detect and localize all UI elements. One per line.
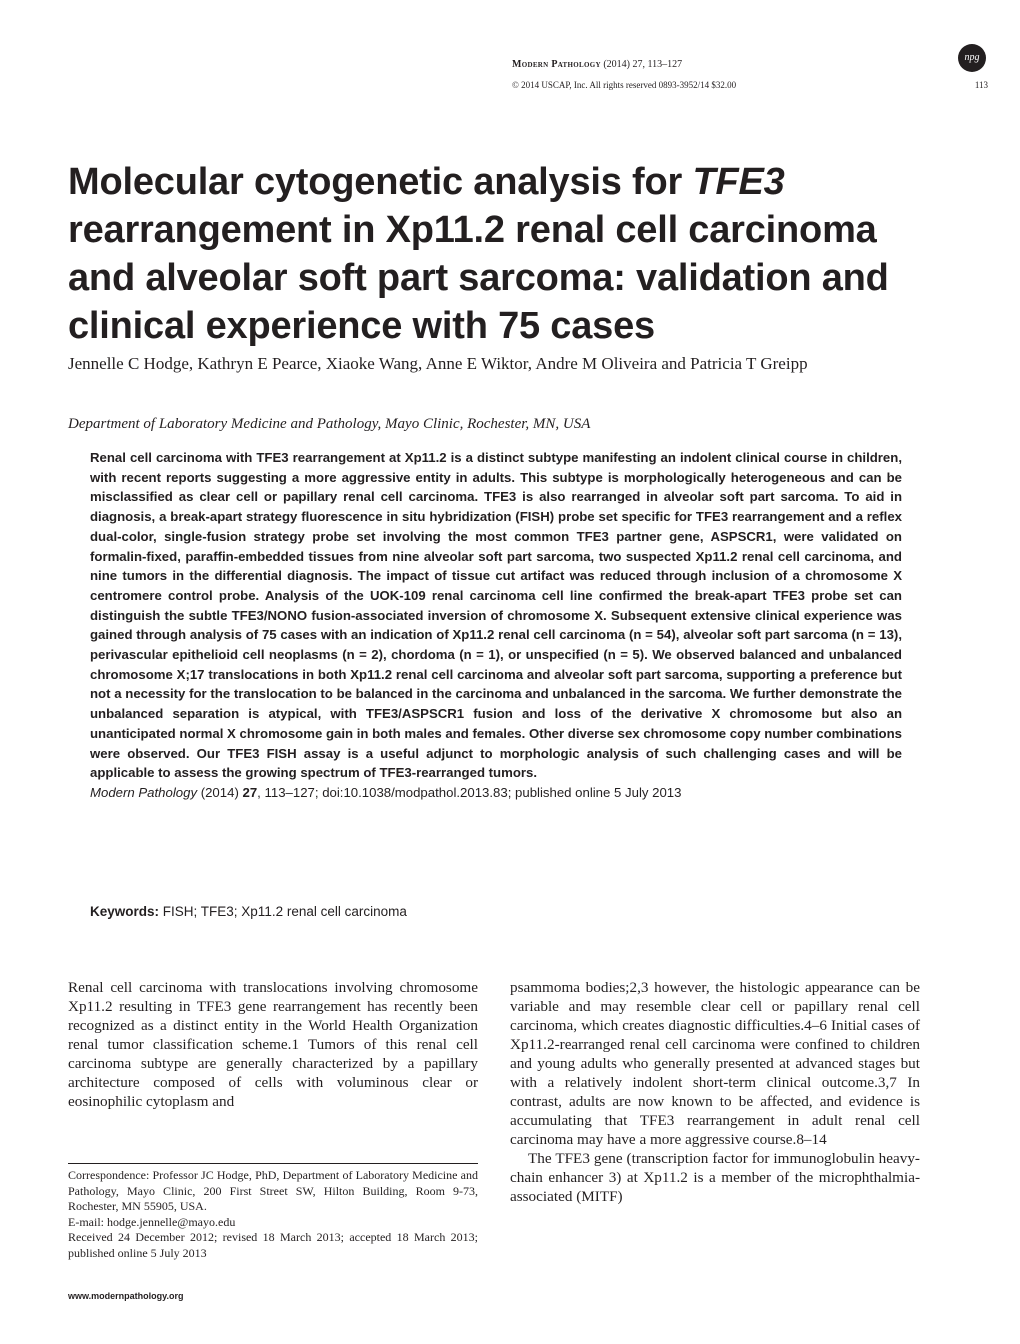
journal-name: Modern Pathology [512,59,601,70]
body-paragraph: The TFE3 gene (transcription factor for immunoglobulin heavy-chain enhancer 3) at Xp11.2 is a member of the microphthalmia-associated (MITF) [510,1150,920,1205]
keywords [90,904,407,919]
author-list: Jennelle C Hodge, Kathryn E Pearce, Xiaoke Wang, Anne E Wiktor, Andre M Oliveira and Patricia T Greipp [68,354,808,373]
abstract [90,448,902,803]
copyright-line: © 2014 USCAP, Inc. All rights reserved 0893-3952/14 $32.00 [512,80,737,90]
running-head [512,58,990,71]
correspondence [68,1168,478,1261]
abstract-text: Renal cell carcinoma with TFE3 rearrangement at Xp11.2 is a distinct subtype manifesting an indolent clinical course in children, with recent reports suggesting a more aggressive entity in adults. This subtype is morphologically heterogeneous and can be misclassified as clear cell or papillary renal cell carcinoma. TFE3 is also rearranged in alveolar soft part sarcoma. To aid in diagnosis, a break-apart strategy fluorescence in situ hybridization (FISH) probe set specific for TFE3 rearrangement and a reflex dual-color, single-fusion strategy probe set involving the most common TFE3 partner gene, ASPSCR1, were validated on formalin-fixed, paraffin-embedded tissues from nine alveolar soft part sarcoma, two suspected Xp11.2 renal cell carcinoma, and nine tumors in the differential diagnosis. The impact of tissue cut artifact was reduced through inclusion of a chromosome X centromere control probe. Analysis of the UOK-109 renal carcinoma cell line confirmed the break-apart TFE3 probe set can distinguish the subtle TFE3/NONO fusion-associated inversion of chromosome X. Subsequent extensive clinical experience was gained through analysis of 75 cases with an indication of Xp11.2 renal cell carcinoma (n = 54), alveolar soft part sarcoma (n = 13), perivascular epithelioid cell neoplasms (n = 2), chordoma (n = 1), or unspecified (n = 5). We observed balanced and unbalanced chromosome X;17 translocations in both Xp11.2 renal cell carcinoma and alveolar soft part sarcoma, supporting a preference but not a necessity for the translocation to be balanced in the carcinoma and unbalanced in the sarcoma. We further demonstrate the unbalanced separation is atypical, with TFE3/ASPSCR1 fusion and loss of the derivative X chromosome but also an unanticipated normal X chromosome gain in both males and females. Other diverse sex chromosome copy number combinations were observed. Our TFE3 FISH assay is a useful adjunct to morphologic analysis of such challenging cases and will be applicable to assess the growing spectrum of TFE3-rearranged tumors. [90,450,902,781]
title-part1: Molecular cytogenetic analysis for [68,161,693,203]
citation-year: (2014) [197,784,243,800]
citation-line [90,783,902,803]
volume-pages: (2014) 27, 113–127 [603,59,683,70]
citation-volume: 27 [242,784,258,800]
article-title [68,158,948,350]
affiliation: Department of Laboratory Medicine and Pathology, Mayo Clinic, Rochester, MN, USA [68,416,591,432]
body-paragraph: psammoma bodies;2,3 however, the histologic appearance can be variable and may resemble clear cell or papillary renal cell carcinoma, which creates diagnostic difficulties.4–6 Initial cases of Xp11.2-rearranged renal cell carcinoma were confined to children and young adults who generally presented at advanced stages but with a relatively indolent short-term clinical outcome.3,7 In contrast, adults are now known to be affected, and evidence is accumulating that TFE3 rearrangement in adult renal cell carcinoma may have a more aggressive course.8–14 [510,979,920,1148]
footer-url[interactable]: www.modernpathology.org [68,1291,184,1301]
keywords-label: Keywords: [90,904,160,919]
received-dates: Received 24 December 2012; revised 18 March 2013; accepted 18 March 2013; published online 5 July 2013 [68,1230,478,1260]
citation-rest: , 113–127; doi:10.1038/modpathol.2013.83; published online 5 July 2013 [257,784,682,800]
body-paragraph: Renal cell carcinoma with translocations involving chromosome Xp11.2 resulting in TFE3 gene rearrangement has recently been recognized as a distinct entity in the World Health Organization renal tumor classification scheme.1 Tumors of this renal cell carcinoma subtype are generally characterized by a papillary architecture composed of cells with voluminous clear or eosinophilic cytoplasm and [68,979,478,1110]
keywords-text: FISH; TFE3; Xp11.2 renal cell carcinoma [159,904,407,919]
page-number: 113 [974,80,988,90]
body-column-right [510,978,920,1206]
title-part2: rearrangement in Xp11.2 renal cell carcinoma and alveolar soft part sarcoma: validation and clinical experience with 75 cases [68,209,889,347]
body-column-left [68,978,478,1111]
citation-journal: Modern Pathology [90,784,198,800]
npg-logo: npg [958,44,986,72]
title-gene: TFE3 [692,161,785,203]
footnote-rule [68,1163,478,1164]
correspondence-address: Correspondence: Professor JC Hodge, PhD, Department of Laboratory Medicine and Pathology, Mayo Clinic, 200 First Street SW, Hilton Building, Room 9-73, Rochester, MN 55905, USA. [68,1168,478,1213]
correspondence-email[interactable]: E-mail: hodge.jennelle@mayo.edu [68,1214,236,1229]
